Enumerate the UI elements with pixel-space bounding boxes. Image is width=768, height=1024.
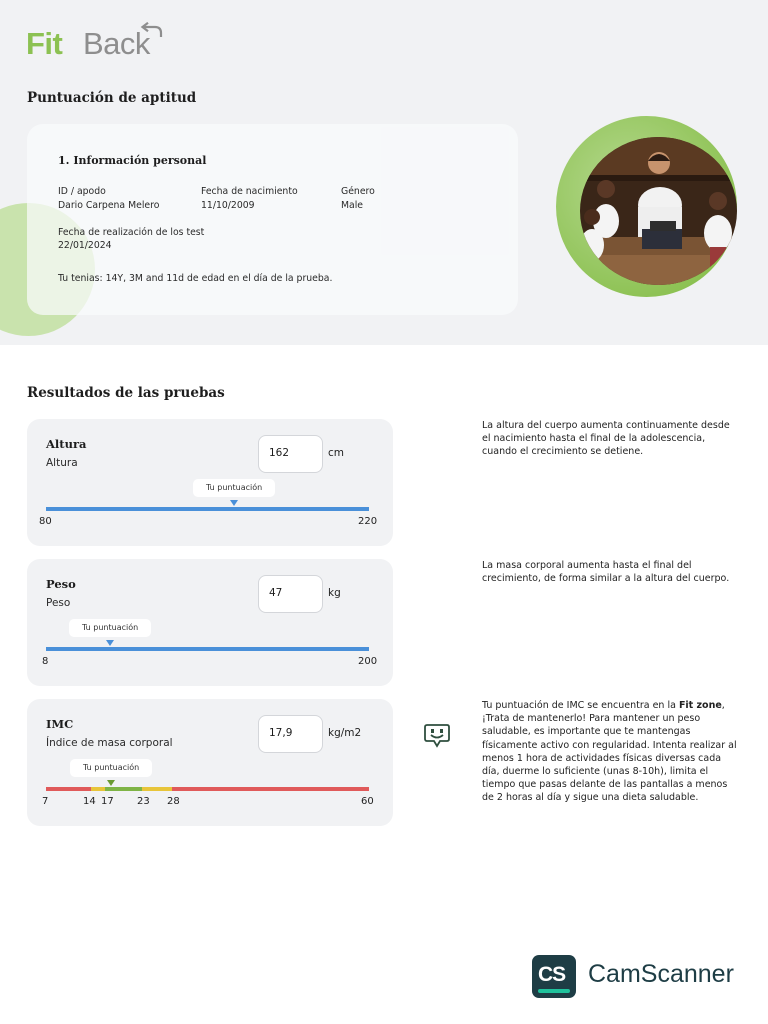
score-tag: Tu puntuación [193,479,275,497]
dob-value: 11/10/2009 [201,200,255,211]
imc-description [482,699,740,805]
page-title: Puntuación de aptitud [27,90,197,106]
bar-segment-red-low [46,787,91,791]
bar-segment-yellow-low [91,787,105,791]
score-bar [46,647,369,651]
score-tag: Tu puntuación [69,619,151,637]
test-date-value: 22/01/2024 [58,240,112,251]
id-label: ID / apodo [58,186,106,197]
test-date-label: Fecha de realización de los test [58,227,205,238]
results-title: Resultados de las pruebas [27,385,225,401]
imc-description-text: , ¡Trata de mantenerlo! Para mantener un peso saludable, es importante que te mantengas físicamente activo con regularidad. Intenta realizar al menos 1 hora de actividades físicas diversas cada día, duerme lo suficiente (unas 8-10h), limita el tiempo que pasas delante de las pantallas a menos de 2 horas al día y sigue una dieta saludable. [482,700,737,804]
metric-subtitle: Altura [46,457,78,469]
metric-subtitle: Índice de masa corporal [46,737,173,749]
metric-title: Altura [46,437,87,451]
logo-back-text: Back [83,26,150,61]
altura-description: La altura del cuerpo aumenta continuamente desde el nacimiento hasta el final de la adolescencia, cuando el crecimiento se detiene. [482,420,730,458]
logo-fit-text: Fit [26,26,63,61]
score-marker [106,640,114,646]
bar-tick-label: 17 [101,796,114,807]
camscanner-wordmark: CamScanner [588,960,734,988]
bar-tick-label: 14 [83,796,96,807]
metric-card-imc [27,699,393,826]
metric-value-box: 17,9 [258,715,323,753]
cs-mark: CS [538,963,566,986]
smiley-speech-icon [423,723,451,749]
bar-max-label: 200 [358,656,378,667]
metric-unit: kg [328,587,341,599]
metric-card-peso [27,559,393,686]
bar-tick-label: 7 [42,796,49,807]
personal-info-card [27,124,518,315]
metric-title: Peso [46,577,76,591]
id-value: Dario Carpena Melero [58,200,160,211]
bar-tick-label: 60 [361,796,374,807]
peso-description: La masa corporal aumenta hasta el final del crecimiento, de forma similar a la altura del cuerpo. [482,560,730,585]
bar-min-label: 80 [39,516,52,527]
metric-unit: kg/m2 [328,727,362,739]
metric-title: IMC [46,717,74,731]
bar-segment-red-high [172,787,369,791]
metric-value-box: 47 [258,575,323,613]
return-arrow-icon [140,22,164,38]
score-marker [230,500,238,506]
fit-zone-emphasis: Fit zone [678,700,722,711]
bar-max-label: 220 [358,516,378,527]
dob-label: Fecha de nacimiento [201,186,298,197]
score-tag: Tu puntuación [70,759,152,777]
bar-segment-yellow-high [142,787,172,791]
camscanner-logo-icon [532,955,576,998]
children-photo [580,137,737,285]
score-bar [46,507,369,511]
gender-label: Género [341,186,375,197]
gender-value: Male [341,200,364,211]
personal-info-title: 1. Información personal [58,154,207,167]
cs-stripe [538,989,570,993]
bar-min-label: 8 [42,656,49,667]
bar-tick-label: 23 [137,796,150,807]
bar-tick-label: 28 [167,796,180,807]
age-note: Tu tenias: 14Y, 3M and 11d de edad en el día de la prueba. [58,273,333,284]
bar-segment-green [105,787,142,791]
metric-unit: cm [328,447,345,459]
metric-subtitle: Peso [46,597,71,609]
metric-value-box: 162 [258,435,323,473]
header-section [0,0,768,345]
imc-description-text: Tu puntuación de IMC se encuentra en la [482,700,679,711]
metric-card-altura [27,419,393,546]
score-marker [107,780,115,786]
